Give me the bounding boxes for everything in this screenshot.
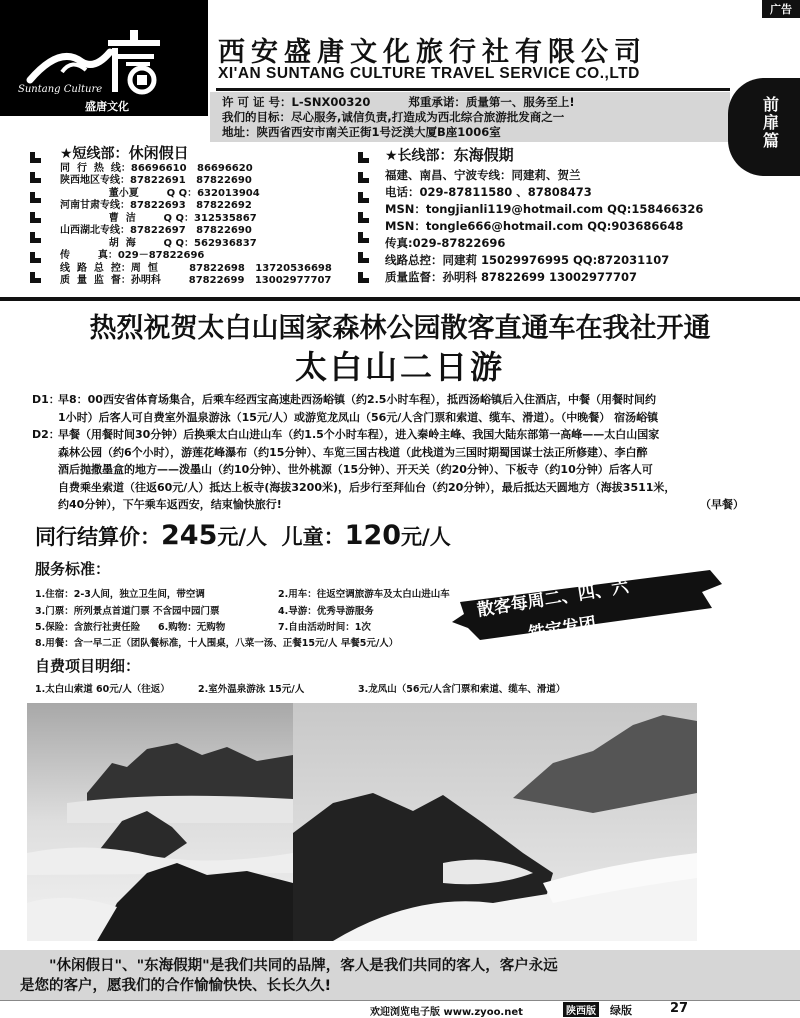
itinerary — [32, 391, 744, 514]
long-line-title — [385, 147, 703, 165]
service-item: 3.门票：所列景点首道门票 不含园中园门票 — [35, 606, 220, 617]
section-side-tab — [728, 78, 800, 176]
bullet-square-icon — [30, 172, 41, 183]
service-item: 1.住宿：2-3人间，独立卫生间，带空调 — [35, 589, 205, 600]
service-item: 7.自由活动时间：1次 — [278, 622, 371, 633]
service-title: 服务标准： — [35, 560, 111, 578]
edition-tag: 陕西版 — [563, 1002, 599, 1017]
short-line-brand: 休闲假日 — [128, 144, 189, 162]
contact-row: 线路总控：同建莉 15029976995 QQ:872031107 — [385, 253, 670, 267]
departure-banner — [440, 562, 730, 645]
bullet-square-icon — [30, 152, 41, 163]
itinerary-line: 自费乘坐索道（往返60元/人）抵达上板寺(海拔3200米)，后步行至拜仙台（约20分钟），最后抵达天圆地方（海拔3511米， — [58, 480, 676, 494]
bullet-square-icon — [30, 252, 41, 263]
optional-fees-title: 自费项目明细： — [35, 657, 141, 675]
footer-slogan — [20, 956, 780, 996]
bullet-square-icon — [358, 172, 369, 183]
footer-line: 是您的客户，愿我们的合作愉愉快快、长长久久! — [20, 978, 332, 994]
company-logo — [0, 0, 208, 116]
company-promise: 郑重承诺：质量第一、服务至上! — [408, 95, 575, 109]
banner-line: 散客每周二、四、六 — [475, 577, 631, 621]
contact-row: 董小夏 Q Q：632013904 — [60, 187, 260, 199]
contact-row: 曹 洁 Q Q：312535867 — [60, 212, 257, 224]
contact-row: 质量监督：孙明科 87822699 13002977707 — [385, 270, 638, 284]
contact-row: 同 行 热 线：86696610 86696620 — [60, 162, 253, 174]
service-item: 5.保险：含旅行社责任险 — [35, 622, 141, 633]
itinerary-line: 约40分钟），下午乘车返西安，结束愉快旅行! — [58, 498, 282, 511]
itinerary-line: 森林公园（约6个小时），游莲花峰瀑布（约15分钟）、车览三国古栈道（此栈道为三国时期蜀国谋士法正所修建）、李白醉 — [58, 445, 648, 459]
contact-row: 传真:029-87822696 — [385, 236, 506, 250]
meal-note: （早餐） — [700, 498, 744, 511]
contact-row: MSN：tongjianli119@hotmail.com QQ:158466326 — [385, 202, 704, 216]
banner-line: 铁定发团 — [527, 613, 598, 645]
child-price-label: 儿童： — [281, 525, 345, 549]
contact-row: 胡 海 Q Q：562936837 — [60, 237, 257, 249]
itinerary-day — [32, 391, 744, 426]
mountain-photo — [27, 703, 293, 941]
side-tab-char: 篇 — [762, 131, 779, 150]
headline: 热烈祝贺太白山国家森林公园散客直通车在我社开通 — [89, 313, 711, 344]
bullet-square-icon — [358, 252, 369, 263]
logo-brand-text: 盛唐文化 — [85, 100, 129, 113]
service-item: 6.购物：无购物 — [158, 622, 226, 633]
service-item: 2.用车：往返空调旅游车及太白山进山车 — [278, 589, 450, 600]
footer-website: 欢迎浏览电子版 www.zyoo.net — [370, 1007, 523, 1018]
edition-label: 绿版 — [610, 1004, 632, 1017]
contact-row: 福建、南昌、宁波专线：同建莉、贺兰 — [385, 168, 581, 182]
page-number: 27 — [670, 1001, 689, 1016]
mountain-photo — [293, 703, 697, 941]
short-line-title — [60, 144, 332, 162]
long-line-title-prefix: ★长线部： — [385, 148, 454, 164]
itinerary-line: 早餐（用餐时间30分钟）后换乘太白山进山车（约1.5个小时车程），进入秦岭主峰、我国大陆东部第一高峰——太白山国家 — [58, 428, 660, 441]
bullet-square-icon — [30, 272, 41, 283]
long-line-brand: 东海假期 — [453, 146, 514, 164]
license-number: 许 可 证 号：L-SNX00320 — [222, 95, 371, 109]
side-tab-char: 扉 — [762, 113, 779, 132]
section-divider — [0, 297, 800, 301]
ad-tag: 广告 — [762, 0, 800, 18]
adult-price-unit: 元/人 — [217, 525, 268, 549]
company-goal: 我们的目标：尽心服务,诚信负责,打造成为西北综合旅游批发商之一 — [222, 110, 565, 124]
company-address: 地址：陕西省西安市南关正街1号泛渼大厦B座1006室 — [222, 125, 501, 139]
bullet-square-icon — [358, 232, 369, 243]
short-line-title-prefix: ★短线部： — [60, 146, 129, 162]
contact-row: 传 真：029－87822696 — [60, 250, 205, 261]
service-item: 4.导游：优秀导游服务 — [278, 606, 374, 617]
license-info-box — [210, 92, 730, 142]
contact-row: 质 量 监 督：孙明科 87822699 13002977707 — [60, 275, 332, 286]
contact-row: 电话：029-87811580 、87808473 — [385, 185, 592, 199]
contact-row: 陕西地区专线：87822691 87822690 — [60, 175, 252, 186]
itinerary-line: 早8：00西安省体育场集合，后乘车经西宝高速赴西汤峪镇（约2.5小时车程），抵西汤峪镇后入住酒店，中餐（用餐时间约 — [58, 393, 656, 406]
company-name-cn: 西安盛唐文化旅行社有限公司 — [218, 37, 647, 68]
bullet-square-icon — [358, 272, 369, 283]
divider — [216, 88, 730, 91]
price-line — [35, 520, 451, 551]
adult-price: 245 — [161, 520, 218, 551]
footer-line: "休闲假日"、"东海假期"是我们共同的品牌，客人是我们共同的客人，客户永远 — [20, 958, 558, 974]
bullet-square-icon — [30, 212, 41, 223]
bullet-square-icon — [358, 192, 369, 203]
contact-row: 山西湖北专线：87822697 87822690 — [60, 225, 252, 236]
bullet-square-icon — [358, 212, 369, 223]
contact-row: 线 路 总 控：周 恒 87822698 13720536698 — [60, 262, 332, 274]
fee-item: 1.太白山索道 60元/人（往返） — [35, 684, 170, 695]
bullet-square-icon — [30, 232, 41, 243]
fee-item: 2.室外温泉游泳 15元/人 — [198, 684, 305, 695]
day-label: D1： — [32, 393, 60, 406]
contact-row: 河南甘肃专线：87822693 87822692 — [60, 200, 252, 211]
price-label: 同行结算价： — [35, 525, 161, 549]
day-label: D2： — [32, 428, 60, 441]
itinerary-line: 酒后抛撒墨盒的地方——泼墨山（约10分钟）、世外桃源（15分钟）、开天关（约20分钟）、下板寺（约10分钟）后客人可 — [58, 463, 653, 476]
service-item: 8.用餐：含一早二正（团队餐标准，十人围桌，八菜一汤、正餐15元/人 早餐5元/人） — [35, 638, 399, 649]
logo-script-text: Suntang Culture — [18, 84, 103, 95]
long-line-contacts — [385, 147, 703, 286]
bullet-square-icon — [30, 192, 41, 203]
contact-row: MSN：tongle666@hotmail.com QQ:903686648 — [385, 219, 684, 233]
tour-title: 太白山二日游 — [294, 348, 505, 386]
side-tab-char: 前 — [762, 95, 779, 114]
bullet-square-icon — [358, 152, 369, 163]
fee-item: 3.龙凤山（56元/人含门票和索道、缆车、滑道） — [358, 684, 566, 695]
child-price: 120 — [344, 520, 402, 551]
child-price-unit: 元/人 — [401, 525, 451, 549]
itinerary-line: 1小时）后客人可自费室外温泉游泳（15元/人）或游览龙凤山（56元/人含门票和索道、缆车、滑道）。（中晚餐） 宿汤峪镇 — [58, 410, 659, 424]
short-line-contacts — [60, 144, 332, 288]
company-name-en: XI'AN SUNTANG CULTURE TRAVEL SERVICE CO.,LTD — [218, 65, 640, 82]
itinerary-day — [32, 426, 744, 514]
